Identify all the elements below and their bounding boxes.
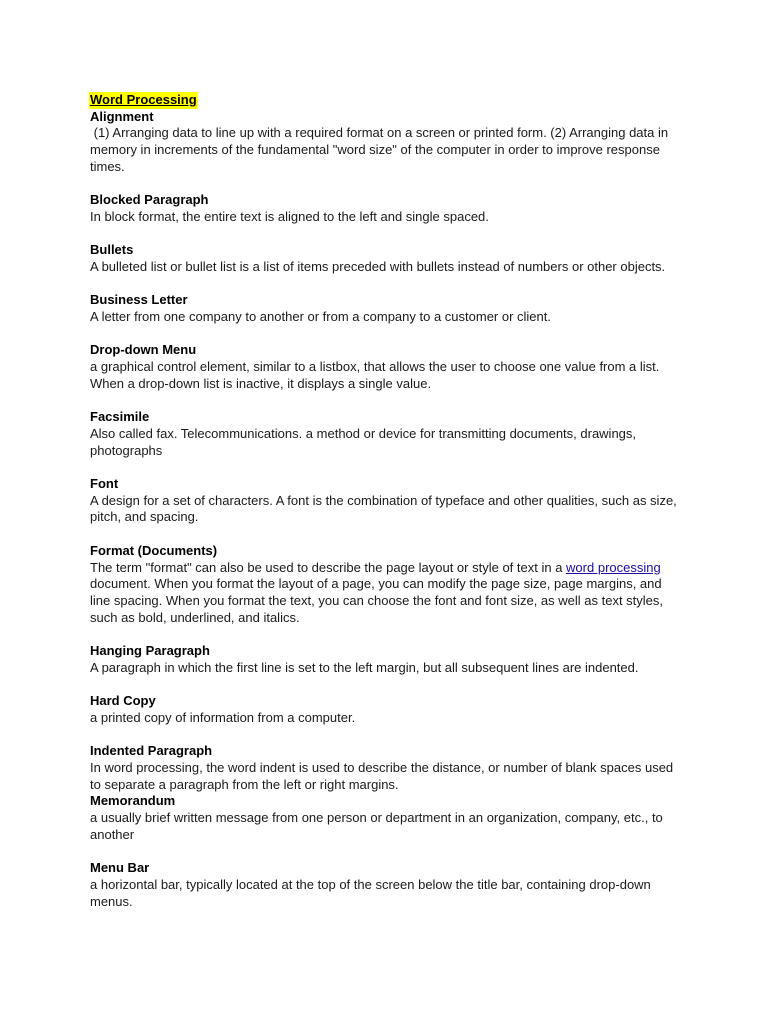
glossary-entry-business-letter — [90, 292, 680, 325]
glossary-entry-bullets — [90, 242, 680, 275]
definition-business-letter: A letter from one company to another or from a company to a customer or client. — [90, 309, 551, 325]
term-facsimile: Facsimile — [90, 409, 150, 425]
definition-format-text-after: document. When you format the layout of a page, you can modify the page size, page margins, and line spacing. When you format the text, you can choose the font and font size, as well as text styles, such as bold, underlined, and italics. — [90, 576, 664, 625]
definition-blocked-paragraph: In block format, the entire text is aligned to the left and single spaced. — [90, 208, 489, 224]
glossary-entry-facsimile — [90, 409, 680, 459]
term-indented-paragraph: Indented Paragraph — [90, 743, 213, 759]
term-business-letter: Business Letter — [90, 292, 188, 308]
term-menu-bar: Menu Bar — [90, 860, 150, 876]
glossary-entry-alignment — [90, 109, 680, 176]
term-memorandum: Memorandum — [90, 793, 176, 809]
term-drop-down-menu: Drop-down Menu — [90, 342, 197, 358]
definition-menu-bar: a horizontal bar, typically located at the top of the screen below the title bar, containing drop-down menus. — [90, 876, 651, 909]
document-title: Word Processing — [90, 92, 197, 107]
glossary-entry-menu-bar — [90, 860, 680, 910]
definition-alignment: (1) Arranging data to line up with a required format on a screen or printed form. (2) Arranging data in memory in increments of the fundamental "word size" of the computer in order to improve response times. — [90, 125, 672, 174]
definition-font: A design for a set of characters. A font is the combination of typeface and other qualities, such as size, pitch, and spacing. — [90, 492, 677, 525]
glossary-entry-drop-down-menu — [90, 342, 680, 392]
definition-bullets: A bulleted list or bullet list is a list of items preceded with bullets instead of numbers or other objects. — [90, 259, 666, 274]
glossary-entry-indented-paragraph — [90, 743, 680, 793]
term-format-documents: Format (Documents) — [90, 542, 218, 558]
definition-hanging-paragraph: A paragraph in which the first line is set to the left margin, but all subsequent lines are indented. — [90, 659, 639, 675]
glossary-entry-font — [90, 476, 680, 526]
term-hard-copy: Hard Copy — [90, 693, 156, 709]
definition-drop-down-menu: a graphical control element, similar to a listbox, that allows the user to choose one value from a list. When a drop-down list is inactive, it displays a single value. — [90, 359, 660, 391]
word-processing-link[interactable]: word processing — [566, 559, 661, 575]
definition-memorandum: a usually brief written message from one person or department in an organization, company, etc., to another — [90, 810, 663, 842]
definition-format-documents — [90, 560, 680, 627]
glossary-content — [90, 92, 680, 910]
definition-hard-copy: a printed copy of information from a computer. — [90, 709, 356, 725]
glossary-entry-format-documents — [90, 543, 680, 627]
term-blocked-paragraph: Blocked Paragraph — [90, 192, 209, 208]
glossary-entry-memorandum — [90, 793, 680, 843]
glossary-entry-hard-copy — [90, 693, 680, 726]
definition-facsimile: Also called fax. Telecommunications. a method or device for transmitting documents, drawings, photographs — [90, 425, 637, 458]
term-alignment: Alignment — [90, 108, 154, 124]
term-font: Font — [90, 476, 119, 492]
term-bullets: Bullets — [90, 242, 134, 258]
term-hanging-paragraph: Hanging Paragraph — [90, 643, 210, 659]
glossary-entry-blocked-paragraph — [90, 192, 680, 225]
definition-format-text-before: The term "format" can also be used to describe the page layout or style of text in a — [90, 559, 567, 575]
definition-indented-paragraph: In word processing, the word indent is used to describe the distance, or number of blank spaces used to separate a paragraph from the left or right margins. — [90, 759, 674, 792]
glossary-entry-hanging-paragraph — [90, 643, 680, 676]
document-title-line — [90, 92, 680, 109]
